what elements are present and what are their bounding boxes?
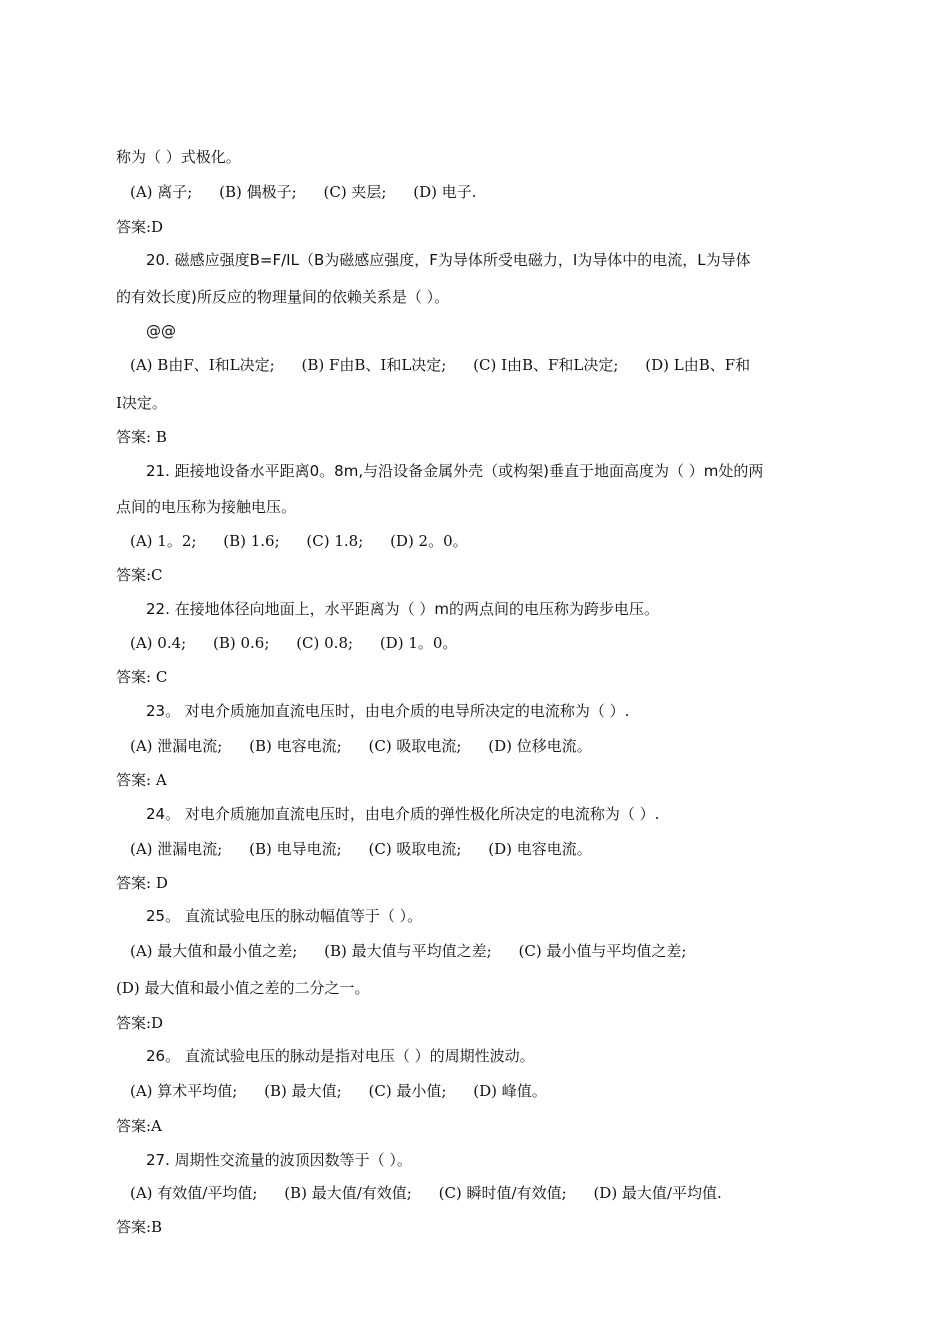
option-b: (B) 电容电流; (249, 737, 342, 755)
question-23-line1: 23。 对电介质施加直流电压时，由电介质的电导所决定的电流称为（ ）. (146, 702, 630, 720)
question-21-options (130, 530, 840, 552)
option-b: (B) 偶极子; (219, 183, 297, 201)
question-21-line2: 点间的电压称为接触电压。 (116, 498, 297, 516)
question-20-mark: @@ (146, 322, 176, 340)
option-c: (C) 夹层; (323, 183, 387, 201)
option-a: (A) B由F、I和L决定; (130, 356, 275, 374)
question-25-line1: 25。 直流试验电压的脉动幅值等于（ ）。 (146, 907, 423, 925)
option-a: (A) 1。2; (130, 532, 197, 550)
option-b: (B) 电导电流; (249, 840, 342, 858)
question-19-text: 称为（ ）式极化。 (116, 148, 241, 166)
question-27-options (130, 1182, 840, 1204)
answer-20: 答案: B (116, 428, 167, 446)
answer-24: 答案: D (116, 874, 168, 892)
question-20-line1: 20. 磁感应强度B=F/IL（B为磁感应强度，F为导体所受电磁力，I为导体中的电流，L为导体 (146, 251, 751, 269)
option-d: (D) 位移电流。 (488, 737, 592, 755)
question-19-options (130, 181, 840, 203)
option-c: (C) 1.8; (306, 532, 364, 550)
question-25-options (130, 940, 840, 962)
answer-22: 答案: C (116, 668, 168, 686)
question-24-line1: 24。 对电介质施加直流电压时，由电介质的弹性极化所决定的电流称为（ ）. (146, 805, 660, 823)
answer-25: 答案:D (116, 1014, 164, 1032)
option-b: (B) 0.6; (213, 634, 270, 652)
option-c: (C) 0.8; (296, 634, 354, 652)
question-26-options (130, 1080, 840, 1102)
option-c: (C) I由B、F和L决定; (473, 356, 619, 374)
option-c: (C) 吸取电流; (368, 737, 462, 755)
option-a: (A) 离子; (130, 183, 193, 201)
option-a: (A) 泄漏电流; (130, 737, 223, 755)
option-b: (B) 最大值; (264, 1082, 342, 1100)
answer-19: 答案:D (116, 218, 164, 236)
option-a: (A) 泄漏电流; (130, 840, 223, 858)
option-d: (D) 2。0。 (390, 532, 468, 550)
question-20-options (130, 354, 840, 376)
option-a: (A) 有效值/平均值; (130, 1184, 258, 1202)
option-d: (D) 电子. (413, 183, 477, 201)
question-23-options (130, 735, 840, 757)
question-22-line1: 22. 在接地体径向地面上，水平距离为（ ）m的两点间的电压称为跨步电压。 (146, 600, 660, 618)
answer-27: 答案:B (116, 1218, 163, 1236)
option-c: (C) 瞬时值/有效值; (438, 1184, 567, 1202)
question-20-line2: 的有效长度)所反应的物理量间的依赖关系是（ ）。 (116, 288, 450, 306)
answer-23: 答案: A (116, 771, 167, 789)
question-27-line1: 27. 周期性交流量的波顶因数等于（ ）。 (146, 1151, 412, 1169)
question-25-option-d: (D) 最大值和最小值之差的二分之一。 (116, 979, 370, 997)
question-24-options (130, 838, 840, 860)
option-c: (C) 最小值; (368, 1082, 447, 1100)
question-26-line1: 26。 直流试验电压的脉动是指对电压（ ）的周期性波动。 (146, 1047, 535, 1065)
question-20-option-continuation: I决定。 (116, 394, 167, 412)
answer-26: 答案:A (116, 1117, 162, 1135)
option-b: (B) 最大值/有效值; (284, 1184, 412, 1202)
option-d: (D) L由B、F和 (645, 356, 751, 374)
option-a: (A) 0.4; (130, 634, 187, 652)
option-b: (B) 1.6; (223, 532, 280, 550)
option-c: (C) 吸取电流; (368, 840, 462, 858)
option-d: (D) 峰值。 (473, 1082, 547, 1100)
question-21-line1: 21. 距接地设备水平距离0。8m,与沿设备金属外壳（或构架)垂直于地面高度为（ ）m处的两 (146, 462, 764, 480)
option-d: (D) 电容电流。 (488, 840, 592, 858)
question-22-options (130, 632, 840, 654)
option-a: (A) 最大值和最小值之差; (130, 942, 298, 960)
option-d: (D) 最大值/平均值. (593, 1184, 722, 1202)
option-c: (C) 最小值与平均值之差; (518, 942, 687, 960)
answer-21: 答案:C (116, 566, 163, 584)
option-b: (B) 最大值与平均值之差; (324, 942, 492, 960)
option-b: (B) F由B、I和L决定; (301, 356, 447, 374)
option-d: (D) 1。0。 (379, 634, 458, 652)
option-a: (A) 算术平均值; (130, 1082, 238, 1100)
